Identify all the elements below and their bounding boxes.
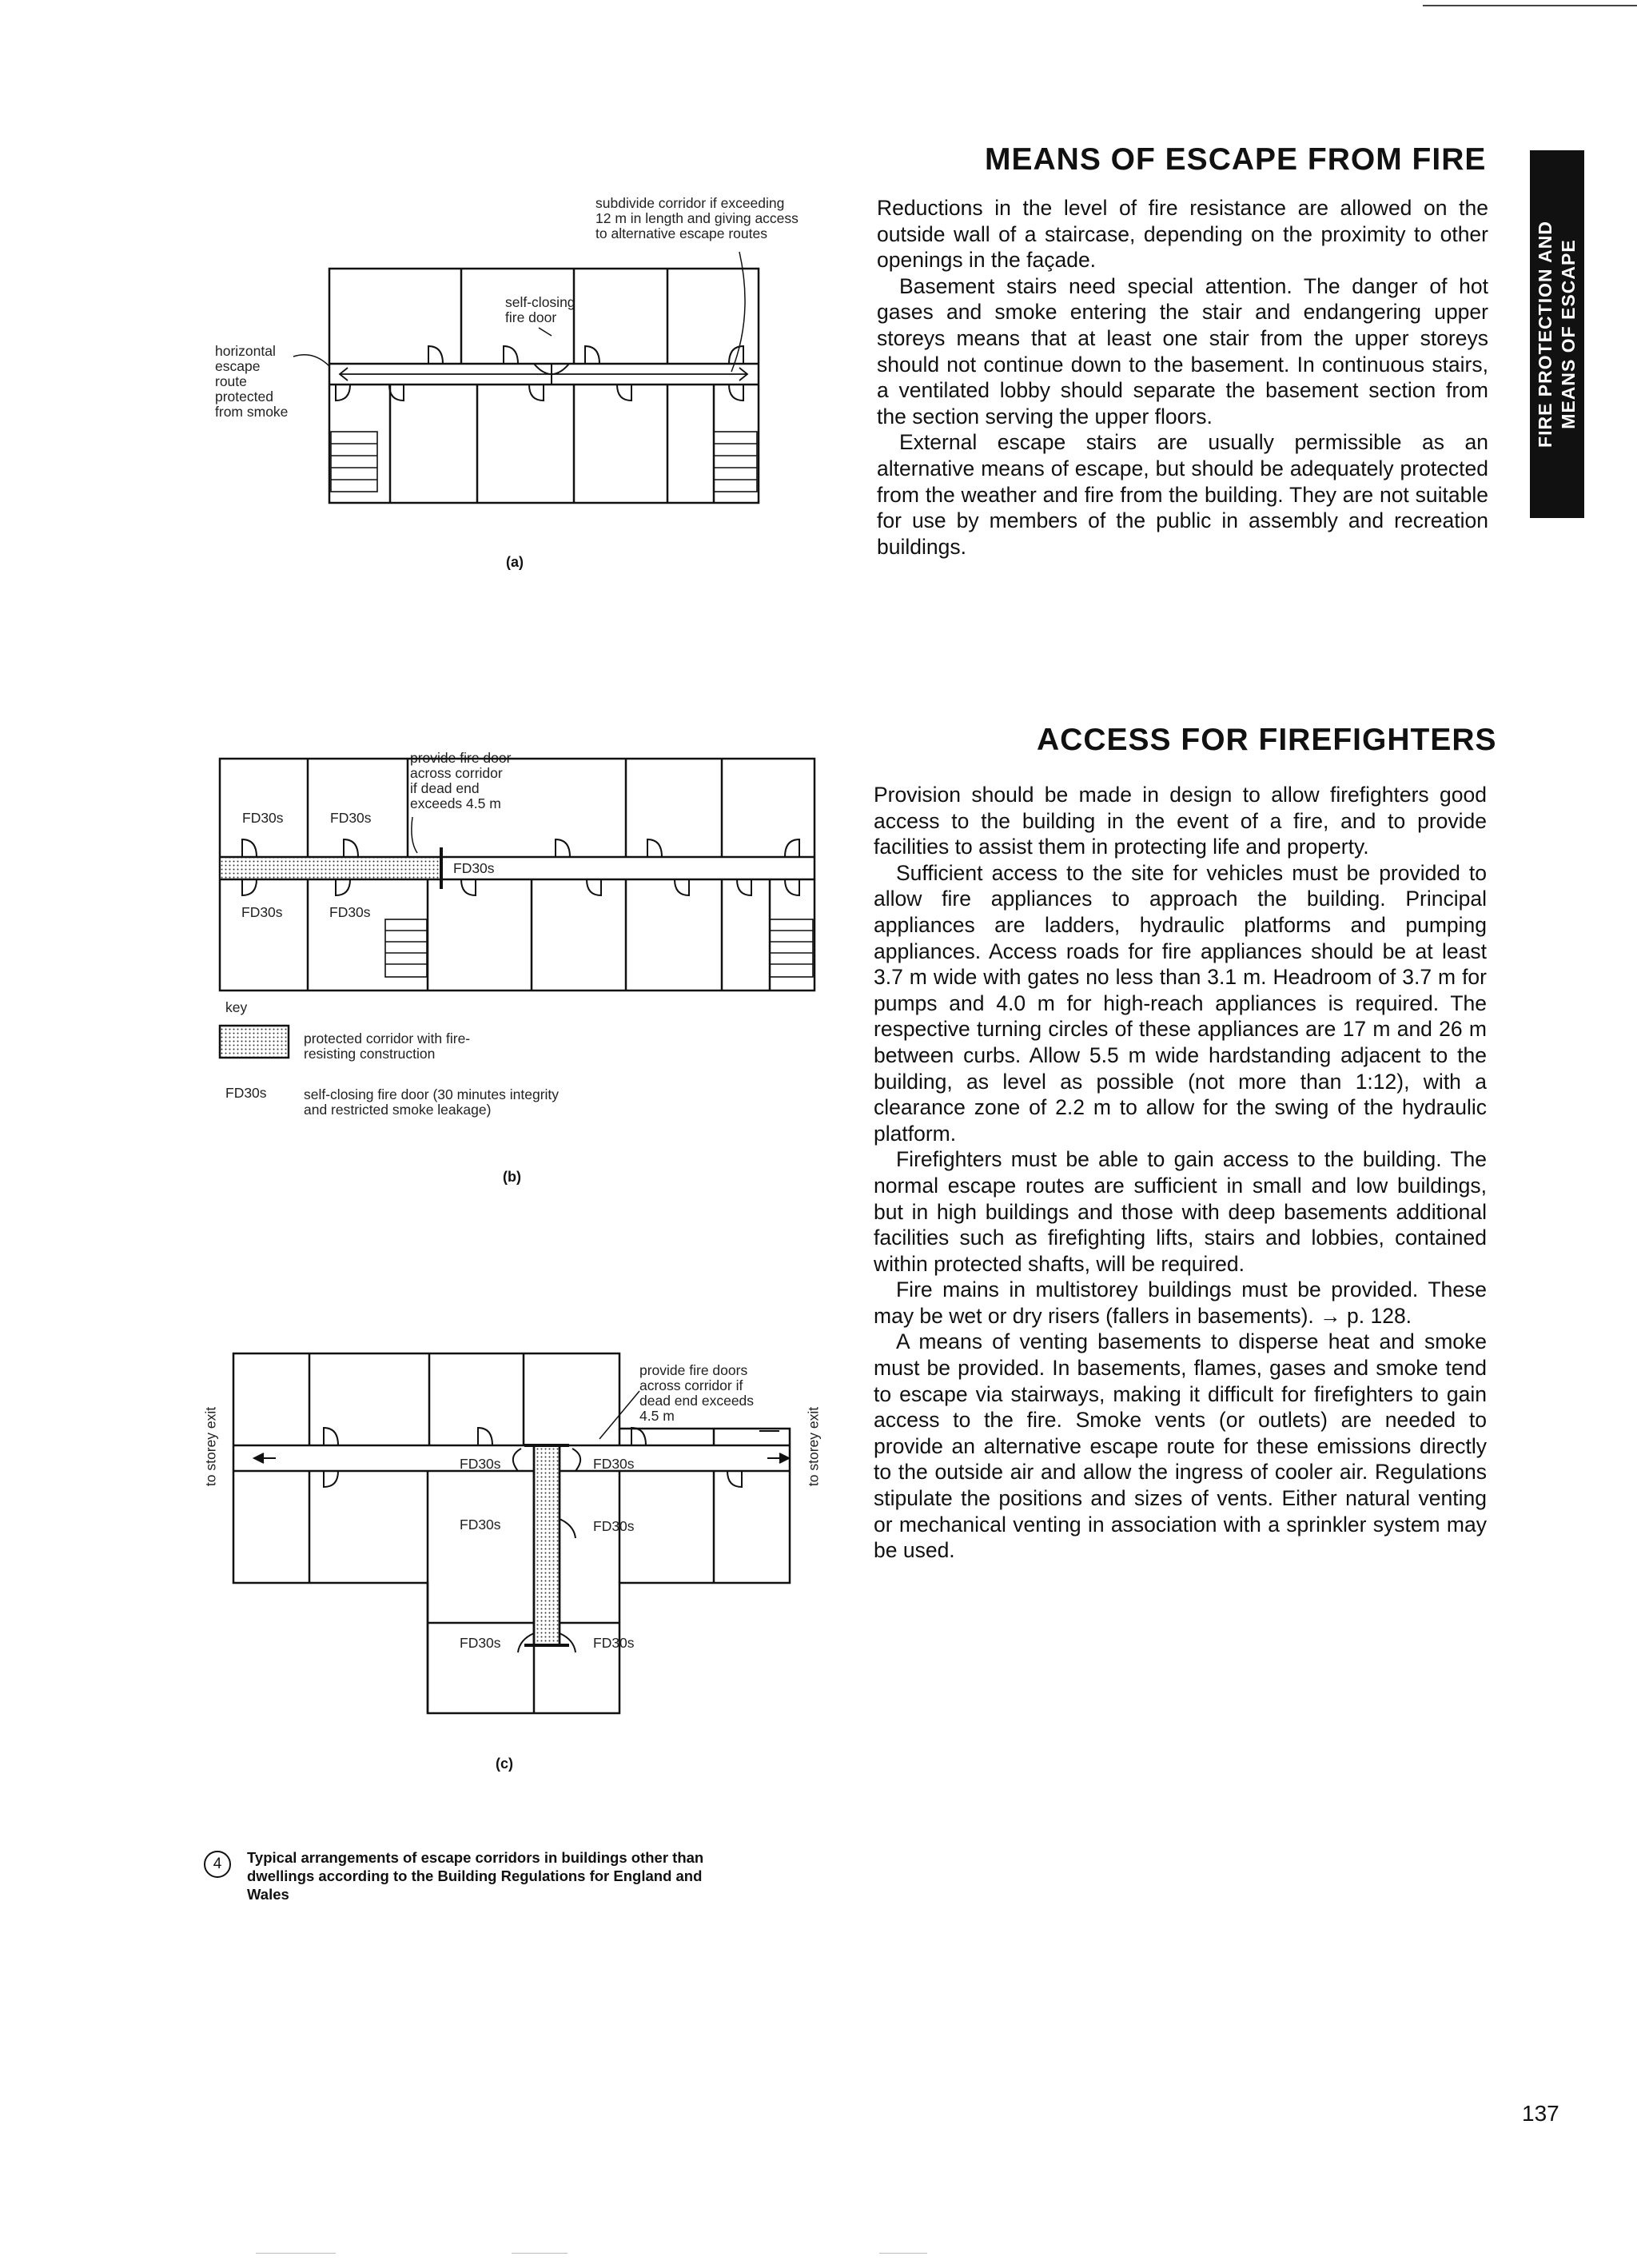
paragraph: Basement stairs need special attention. The danger of hot gases and smoke entering the stair and endangering upper storeys means that at least one stair from the upper storeys should not continue down to the basement. In continuous stairs, a ventilated lobby should separate the basement section from the section serving the upper floors. [877,273,1488,428]
key-title: key [225,999,248,1015]
paragraph: Firefighters must be able to gain access to the building. The normal escape routes are sufficient in small and low buildings, but in high buildings and those with deep basements additional facilities such as firefighting lifts, stairs and lobbies, contained within protected shafts, will be required. [874,1147,1487,1276]
label-diagram-a: (a) [506,554,524,570]
fd-label: FD30s [242,810,284,826]
fd-label: FD30s [453,860,495,876]
figure-number-badge: 4 [204,1851,231,1878]
key-fd-code: FD30s [225,1085,267,1101]
key-protected-corridor: protected corridor with fire- resisting construction [304,1030,471,1062]
plan-c-door-swings [324,1428,742,1652]
fd-label: FD30s [593,1456,635,1472]
bottom-scan-mark [256,2253,336,2254]
fd-label: FD30s [593,1635,635,1651]
label-diagram-b: (b) [503,1169,521,1185]
paragraph: Sufficient access to the site for vehicles must be provided to allow fire appliances to approach the building. Principal appliances are ladders, hydraulic platforms and pumping appliances. Access roads for fire appliances should be at least 3.7 m wide with gates no less than 3.1 m. Headroom of 3.7 m for pumps and 4.0 m for high-reach appliances is required. The respective turning circles of these appliances are 17 m and 26 m between curbs. Allow 5.5 m wide hardstanding adjacent to the building, as level as possible (not more than 1:12), with a clearance zone of 2.2 m to allow for the swing of the hydraulic platform. [874,860,1487,1146]
fd-label: FD30s [460,1456,501,1472]
fd-label: FD30s [460,1517,501,1533]
note-horizontal-escape-route: horizontal escape route protected from smoke [215,343,289,420]
fd-label: FD30s [329,904,371,920]
heading-access-firefighters: ACCESS FOR FIREFIGHTERS [1037,723,1497,757]
paragraph: Reductions in the level of fire resistance are allowed on the outside wall of a staircase, depending on the proximity to other openings in the façade. [877,196,1488,273]
note-subdivide-corridor: subdivide corridor if exceeding 12 m in length and giving access to alternative escape routes [595,195,799,241]
plan-c-protected-corridor [534,1445,560,1645]
exit-label-right: to storey exit [805,1406,822,1487]
figure-caption: Typical arrangements of escape corridors in buildings other than dwellings according to the Building Regulations for England and Wales [247,1849,704,1903]
paragraph: A means of venting basements to disperse heat and smoke must be provided. In basements, flames, gases and smoke tend to escape via stairways, making it difficult for firefighters to gain access to the fire. Smoke vents (or outlets) are needed to provide an alternative escape route for these emissions directly to the outside air and allow the ingress of cooler air. Regulations stipulate the positions and sizes of vents. Either natural venting or mechanical venting in association with a sprinkler system may be used. [874,1329,1487,1563]
paragraph: External escape stairs are usually permissible as an alternative means of escape, but should be adequately protected from the weather and fire from the building. They are not suitable for use by members of the public in assembly and recreation buildings. [877,430,1488,559]
bottom-scan-mark [512,2253,568,2254]
note-self-closing-door: self-closing fire door [505,294,576,325]
bottom-scan-mark [879,2253,927,2254]
fd-label: FD30s [460,1635,501,1651]
paragraph: Fire mains in multistorey buildings must be provided. These may be wet or dry risers (fallers in basements). → p. 128. [874,1277,1487,1328]
note-provide-fire-doors: provide fire doors across corridor if dead end exceeds 4.5 m [639,1362,755,1424]
page-number: 137 [1522,2101,1559,2126]
plan-c-outline [233,1353,790,1713]
note-provide-fire-door: provide fire door across corridor if dead end exceeds 4.5 m [410,751,514,811]
heading-means-of-escape: MEANS OF ESCAPE FROM FIRE [985,142,1487,177]
key-fd-description: self-closing fire door (30 minutes integrity and restricted smoke leakage) [304,1086,560,1118]
fd-label: FD30s [330,810,372,826]
side-tab-line1: FIRE PROTECTION AND [1535,221,1555,448]
label-diagram-c: (c) [496,1756,513,1772]
exit-label-left: to storey exit [202,1406,219,1487]
fd-label: FD30s [593,1518,635,1534]
side-tab-line2: MEANS OF ESCAPE [1558,239,1579,429]
paragraph: Provision should be made in design to allow firefighters good access to the building in the event of a fire, and to provide facilities to assist them in protecting life and property. [874,783,1487,859]
fd-label: FD30s [241,904,283,920]
plan-c-exit-arrows [254,1431,790,1487]
